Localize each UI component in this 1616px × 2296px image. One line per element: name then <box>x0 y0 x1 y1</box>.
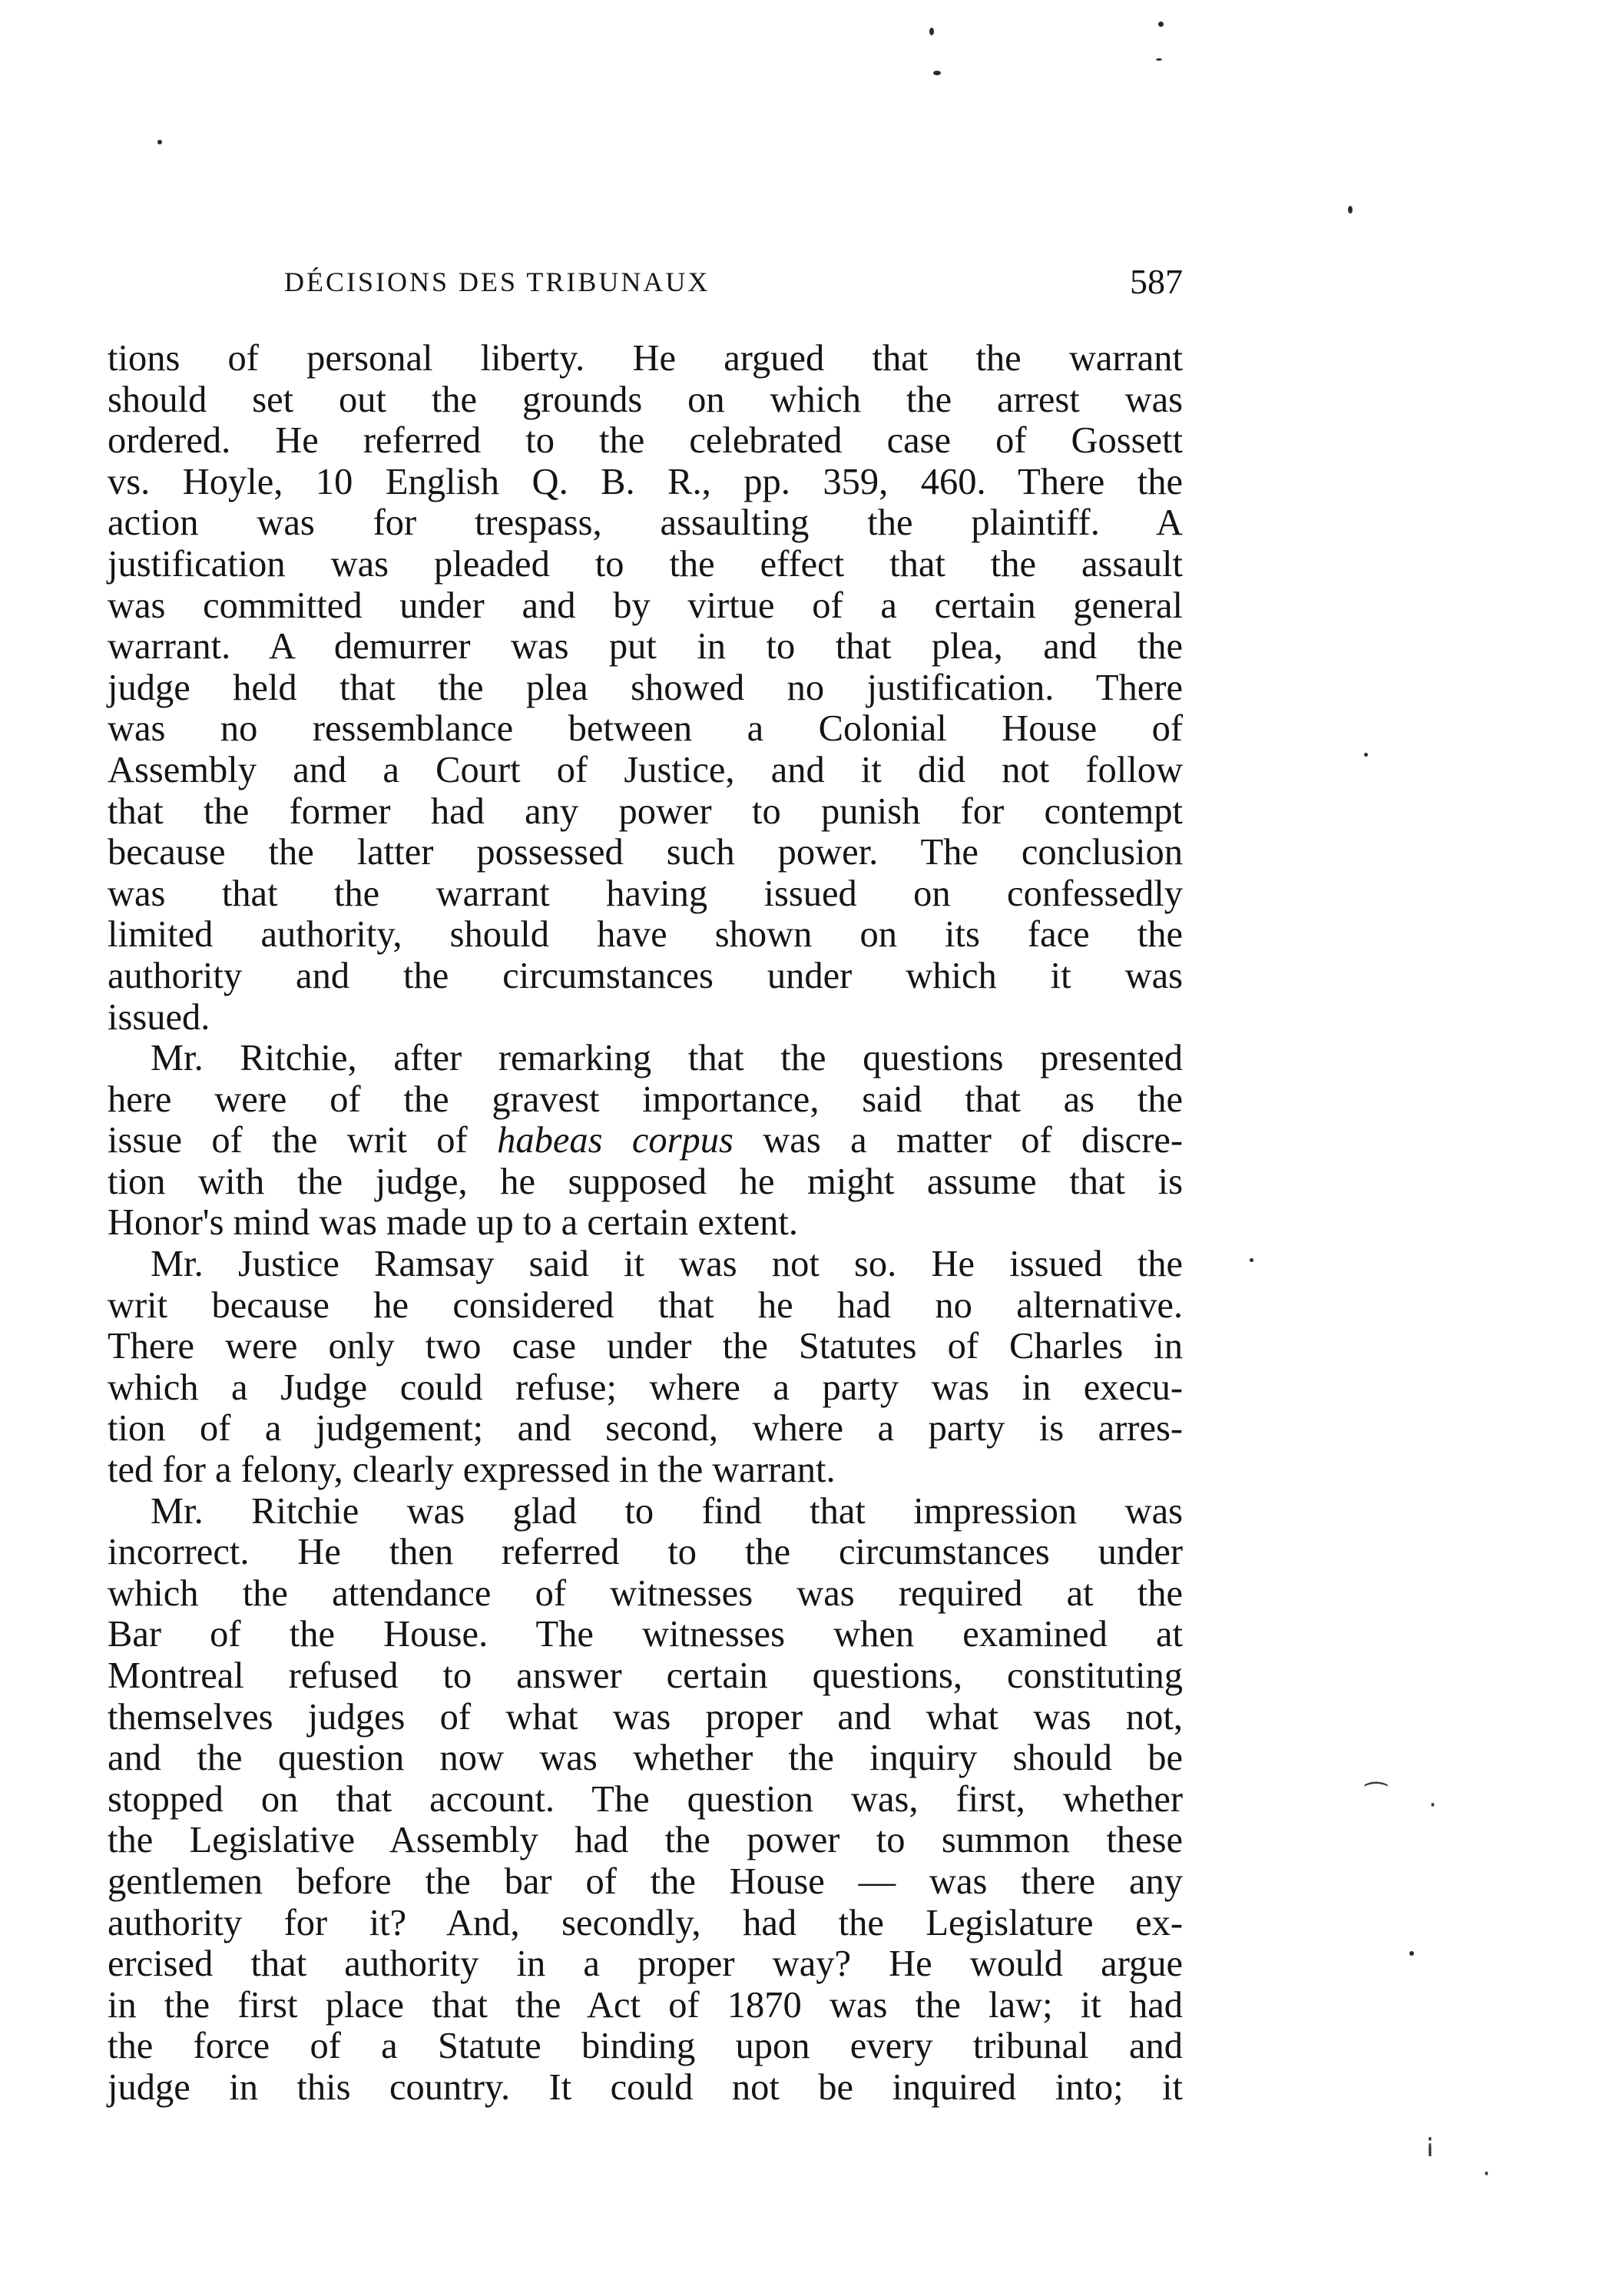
text-line: ordered. He referred to the celebrated case of Gossett <box>108 420 1183 462</box>
text-line: Bar of the House. The witnesses when examined at <box>108 1614 1183 1655</box>
scan-speck <box>1158 22 1164 27</box>
text-line: was committed under and by virtue of a certain general <box>108 585 1183 626</box>
text-line: tion with the judge, he supposed he might assume that is <box>108 1161 1183 1202</box>
text-line: and the question now was whether the inquiry should be <box>108 1738 1183 1779</box>
text-run: was a matter of discre- <box>733 1120 1183 1161</box>
text-line: issued. <box>108 996 210 1038</box>
text-line: judge held that the plea showed no justification. There <box>108 667 1183 708</box>
running-title: DÉCISIONS DES TRIBUNAUX <box>284 267 710 297</box>
text-line: here were of the gravest importance, said that as the <box>108 1078 1183 1120</box>
scan-speck <box>933 71 941 75</box>
scan-speck <box>1409 1951 1414 1956</box>
text-line: tion of a judgement; and second, where a party is arres- <box>108 1408 1183 1449</box>
text-line: because the latter possessed such power. The conclusion <box>108 832 1183 873</box>
text-line: was that the warrant having issued on confessedly <box>108 873 1183 914</box>
text-line: incorrect. He then referred to the circumstances under <box>108 1532 1183 1573</box>
text-line: Mr. Justice Ramsay said it was not so. He issued the <box>151 1244 1183 1285</box>
text-run: issue of the writ of <box>108 1120 498 1161</box>
text-line: justification was pleaded to the effect that the assault <box>108 543 1183 585</box>
paragraph <box>108 1491 1183 2109</box>
text-line: warrant. A demurrer was put in to that plea, and the <box>108 626 1183 668</box>
text-line: ercised that authority in a proper way? He would argue <box>108 1943 1183 1985</box>
text-line: the force of a Statute binding upon every tribunal and <box>108 2026 1183 2067</box>
scan-speck <box>1364 753 1368 757</box>
paragraph <box>108 1244 1183 1491</box>
text-line: tions of personal liberty. He argued that the warrant <box>108 338 1183 379</box>
text-line: judge in this country. It could not be inquired into; it <box>108 2066 1183 2108</box>
italic-term: habeas corpus <box>497 1120 733 1161</box>
text-line: stopped on that account. The question was, first, whether <box>108 1778 1183 1820</box>
text-line: There were only two case under the Statutes of Charles in <box>108 1326 1183 1367</box>
paragraph <box>108 338 1183 1038</box>
scan-speck <box>1250 1258 1253 1262</box>
text-line: authority and the circumstances under which it was <box>108 955 1183 996</box>
text-line: Montreal refused to answer certain questions, constituting <box>108 1655 1183 1696</box>
text-line: which the attendance of witnesses was required at the <box>108 1572 1183 1614</box>
text-line: Mr. Ritchie, after remarking that the questions presented <box>151 1038 1183 1079</box>
text-line: was no ressemblance between a Colonial House of <box>108 708 1183 750</box>
text-line: action was for trespass, assaulting the plaintiff. A <box>108 502 1183 544</box>
scan-speck <box>929 28 934 35</box>
text-line: the Legislative Assembly had the power to summon these <box>108 1820 1183 1861</box>
margin-mark: ⁀ <box>1366 1782 1387 1813</box>
margin-mark: ¡ <box>1425 2128 1436 2159</box>
running-head <box>108 261 1183 307</box>
text-line: that the former had any power to punish for contempt <box>108 790 1183 832</box>
text-line: gentlemen before the bar of the House — was there any <box>108 1860 1183 1902</box>
text-line: in the first place that the Act of 1870 was the law; it had <box>108 1984 1183 2026</box>
text-line: Assembly and a Court of Justice, and it did not follow <box>108 749 1183 790</box>
margin-mark: · <box>1429 1790 1437 1821</box>
text-line: authority for it? And, secondly, had the Legislature ex- <box>108 1902 1183 1943</box>
text-line: themselves judges of what was proper and what was not, <box>108 1696 1183 1738</box>
text-line: which a Judge could refuse; where a party was in execu- <box>108 1367 1183 1408</box>
scan-speck <box>1348 206 1353 214</box>
text-line: ted for a felony, clearly expressed in the warrant. <box>108 1449 836 1491</box>
text-line: Mr. Ritchie was glad to find that impression was <box>151 1490 1183 1532</box>
paragraph <box>108 1038 1183 1244</box>
page-number: 587 <box>1130 262 1183 301</box>
scan-speck <box>1156 58 1162 61</box>
body-text <box>108 338 1183 2109</box>
text-line: writ because he considered that he had no alternative. <box>108 1284 1183 1326</box>
text-line: vs. Hoyle, 10 English Q. B. R., pp. 359, 460. There the <box>108 461 1183 502</box>
text-line: should set out the grounds on which the arrest was <box>108 379 1183 420</box>
scan-speck <box>157 140 162 144</box>
text-line-with-italic <box>108 1120 1183 1161</box>
text-line: limited authority, should have shown on its face the <box>108 914 1183 956</box>
text-line: Honor's mind was made up to a certain extent. <box>108 1202 799 1244</box>
margin-mark: · <box>1482 2159 1491 2189</box>
